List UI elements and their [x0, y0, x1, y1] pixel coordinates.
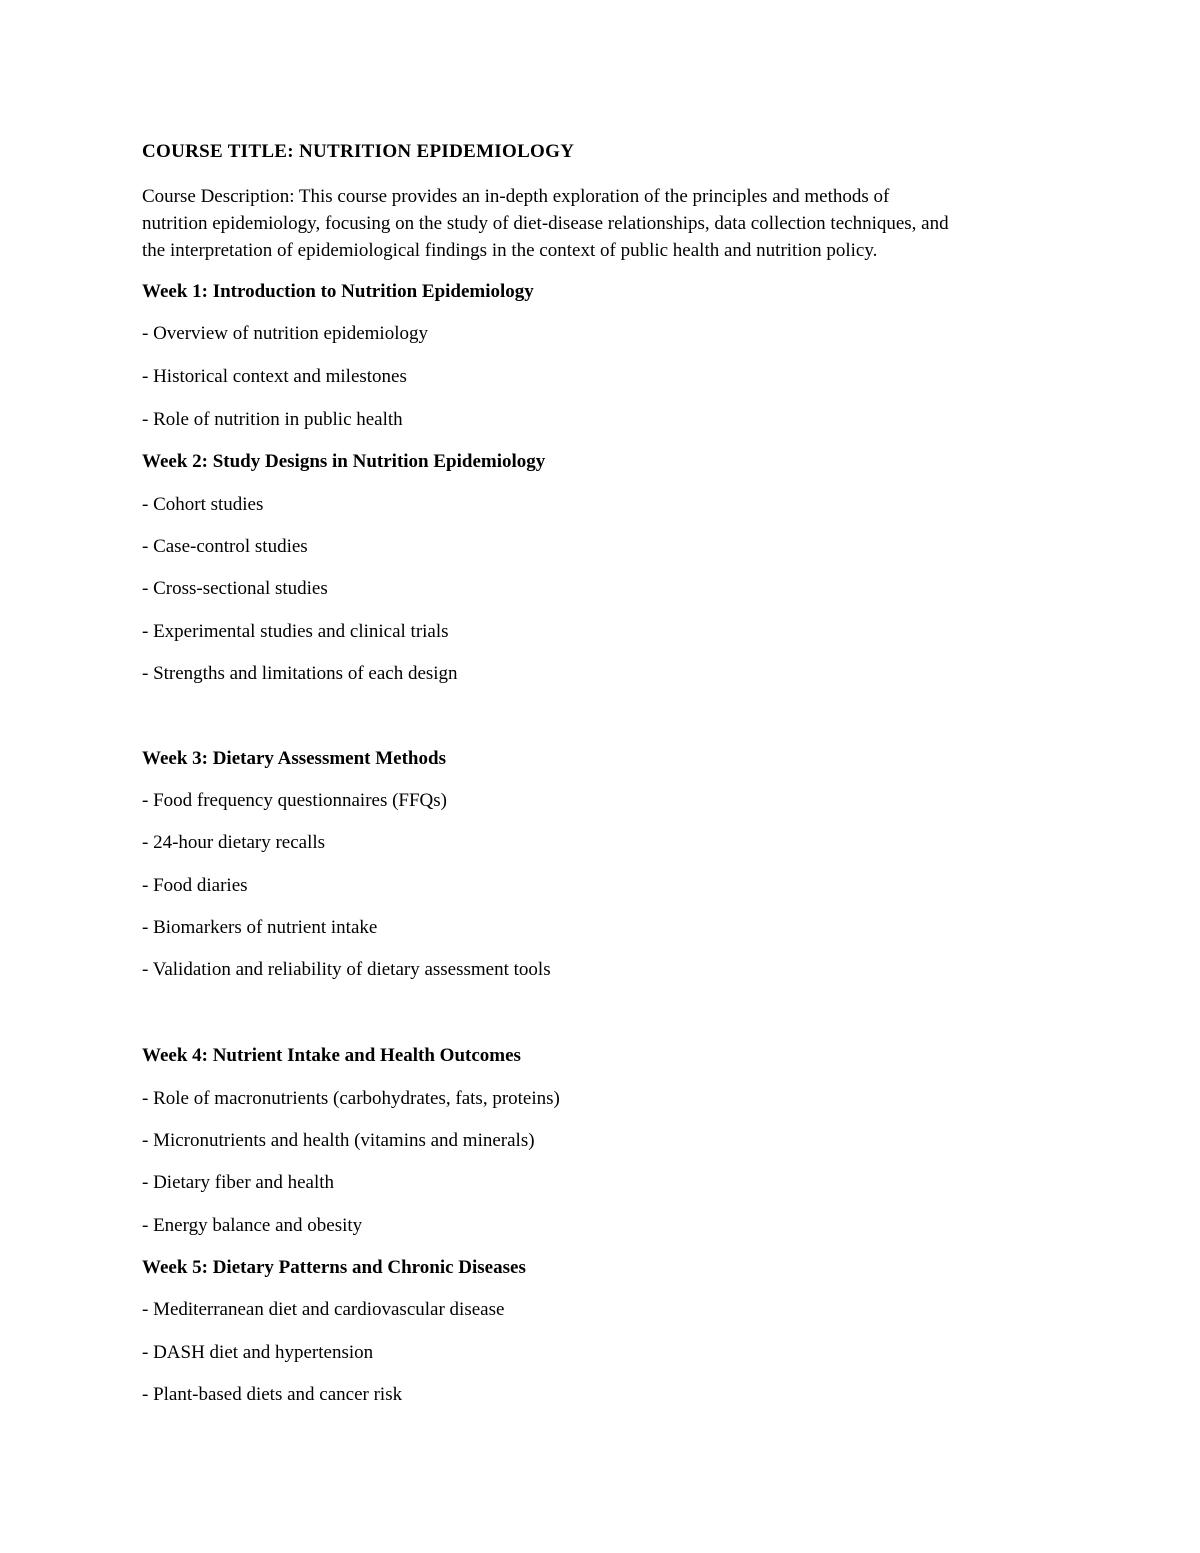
- week-1-item: - Historical context and milestones: [142, 366, 407, 387]
- description-line: nutrition epidemiology, focusing on the study of diet-disease relationships, data collection techniques, and: [142, 213, 949, 234]
- description-line: the interpretation of epidemiological findings in the context of public health and nutrition policy.: [142, 240, 878, 261]
- week-2-item: - Cross-sectional studies: [142, 578, 328, 599]
- week-4-item: - Role of macronutrients (carbohydrates, fats, proteins): [142, 1088, 560, 1109]
- document-title: COURSE TITLE: NUTRITION EPIDEMIOLOGY: [142, 141, 575, 162]
- week-3-item: - Biomarkers of nutrient intake: [142, 917, 378, 938]
- week-5-heading: Week 5: Dietary Patterns and Chronic Diseases: [142, 1257, 526, 1278]
- week-5-item: - Plant-based diets and cancer risk: [142, 1384, 403, 1405]
- week-3-heading: Week 3: Dietary Assessment Methods: [142, 748, 446, 769]
- week-1-item: - Overview of nutrition epidemiology: [142, 323, 428, 344]
- week-3-item: - Food diaries: [142, 875, 248, 896]
- week-2-item: - Case-control studies: [142, 536, 308, 557]
- week-2-item: - Cohort studies: [142, 494, 264, 515]
- week-4-item: - Micronutrients and health (vitamins and minerals): [142, 1130, 535, 1151]
- week-3-item: - 24-hour dietary recalls: [142, 832, 326, 853]
- week-5-item: - Mediterranean diet and cardiovascular disease: [142, 1299, 505, 1320]
- week-4-item: - Dietary fiber and health: [142, 1172, 335, 1193]
- week-4-item: - Energy balance and obesity: [142, 1215, 363, 1236]
- description-line: Course Description: This course provides an in-depth exploration of the principles and methods of: [142, 186, 890, 207]
- week-2-item: - Experimental studies and clinical trials: [142, 621, 449, 642]
- week-1-heading: Week 1: Introduction to Nutrition Epidemiology: [142, 281, 534, 302]
- week-3-item: - Food frequency questionnaires (FFQs): [142, 790, 448, 811]
- week-2-heading: Week 2: Study Designs in Nutrition Epidemiology: [142, 451, 546, 472]
- week-1-item: - Role of nutrition in public health: [142, 409, 403, 430]
- week-3-item: - Validation and reliability of dietary assessment tools: [142, 959, 551, 980]
- week-5-item: - DASH diet and hypertension: [142, 1342, 374, 1363]
- course-description: [142, 183, 1072, 264]
- week-2-item: - Strengths and limitations of each design: [142, 663, 458, 684]
- week-4-heading: Week 4: Nutrient Intake and Health Outcomes: [142, 1045, 521, 1066]
